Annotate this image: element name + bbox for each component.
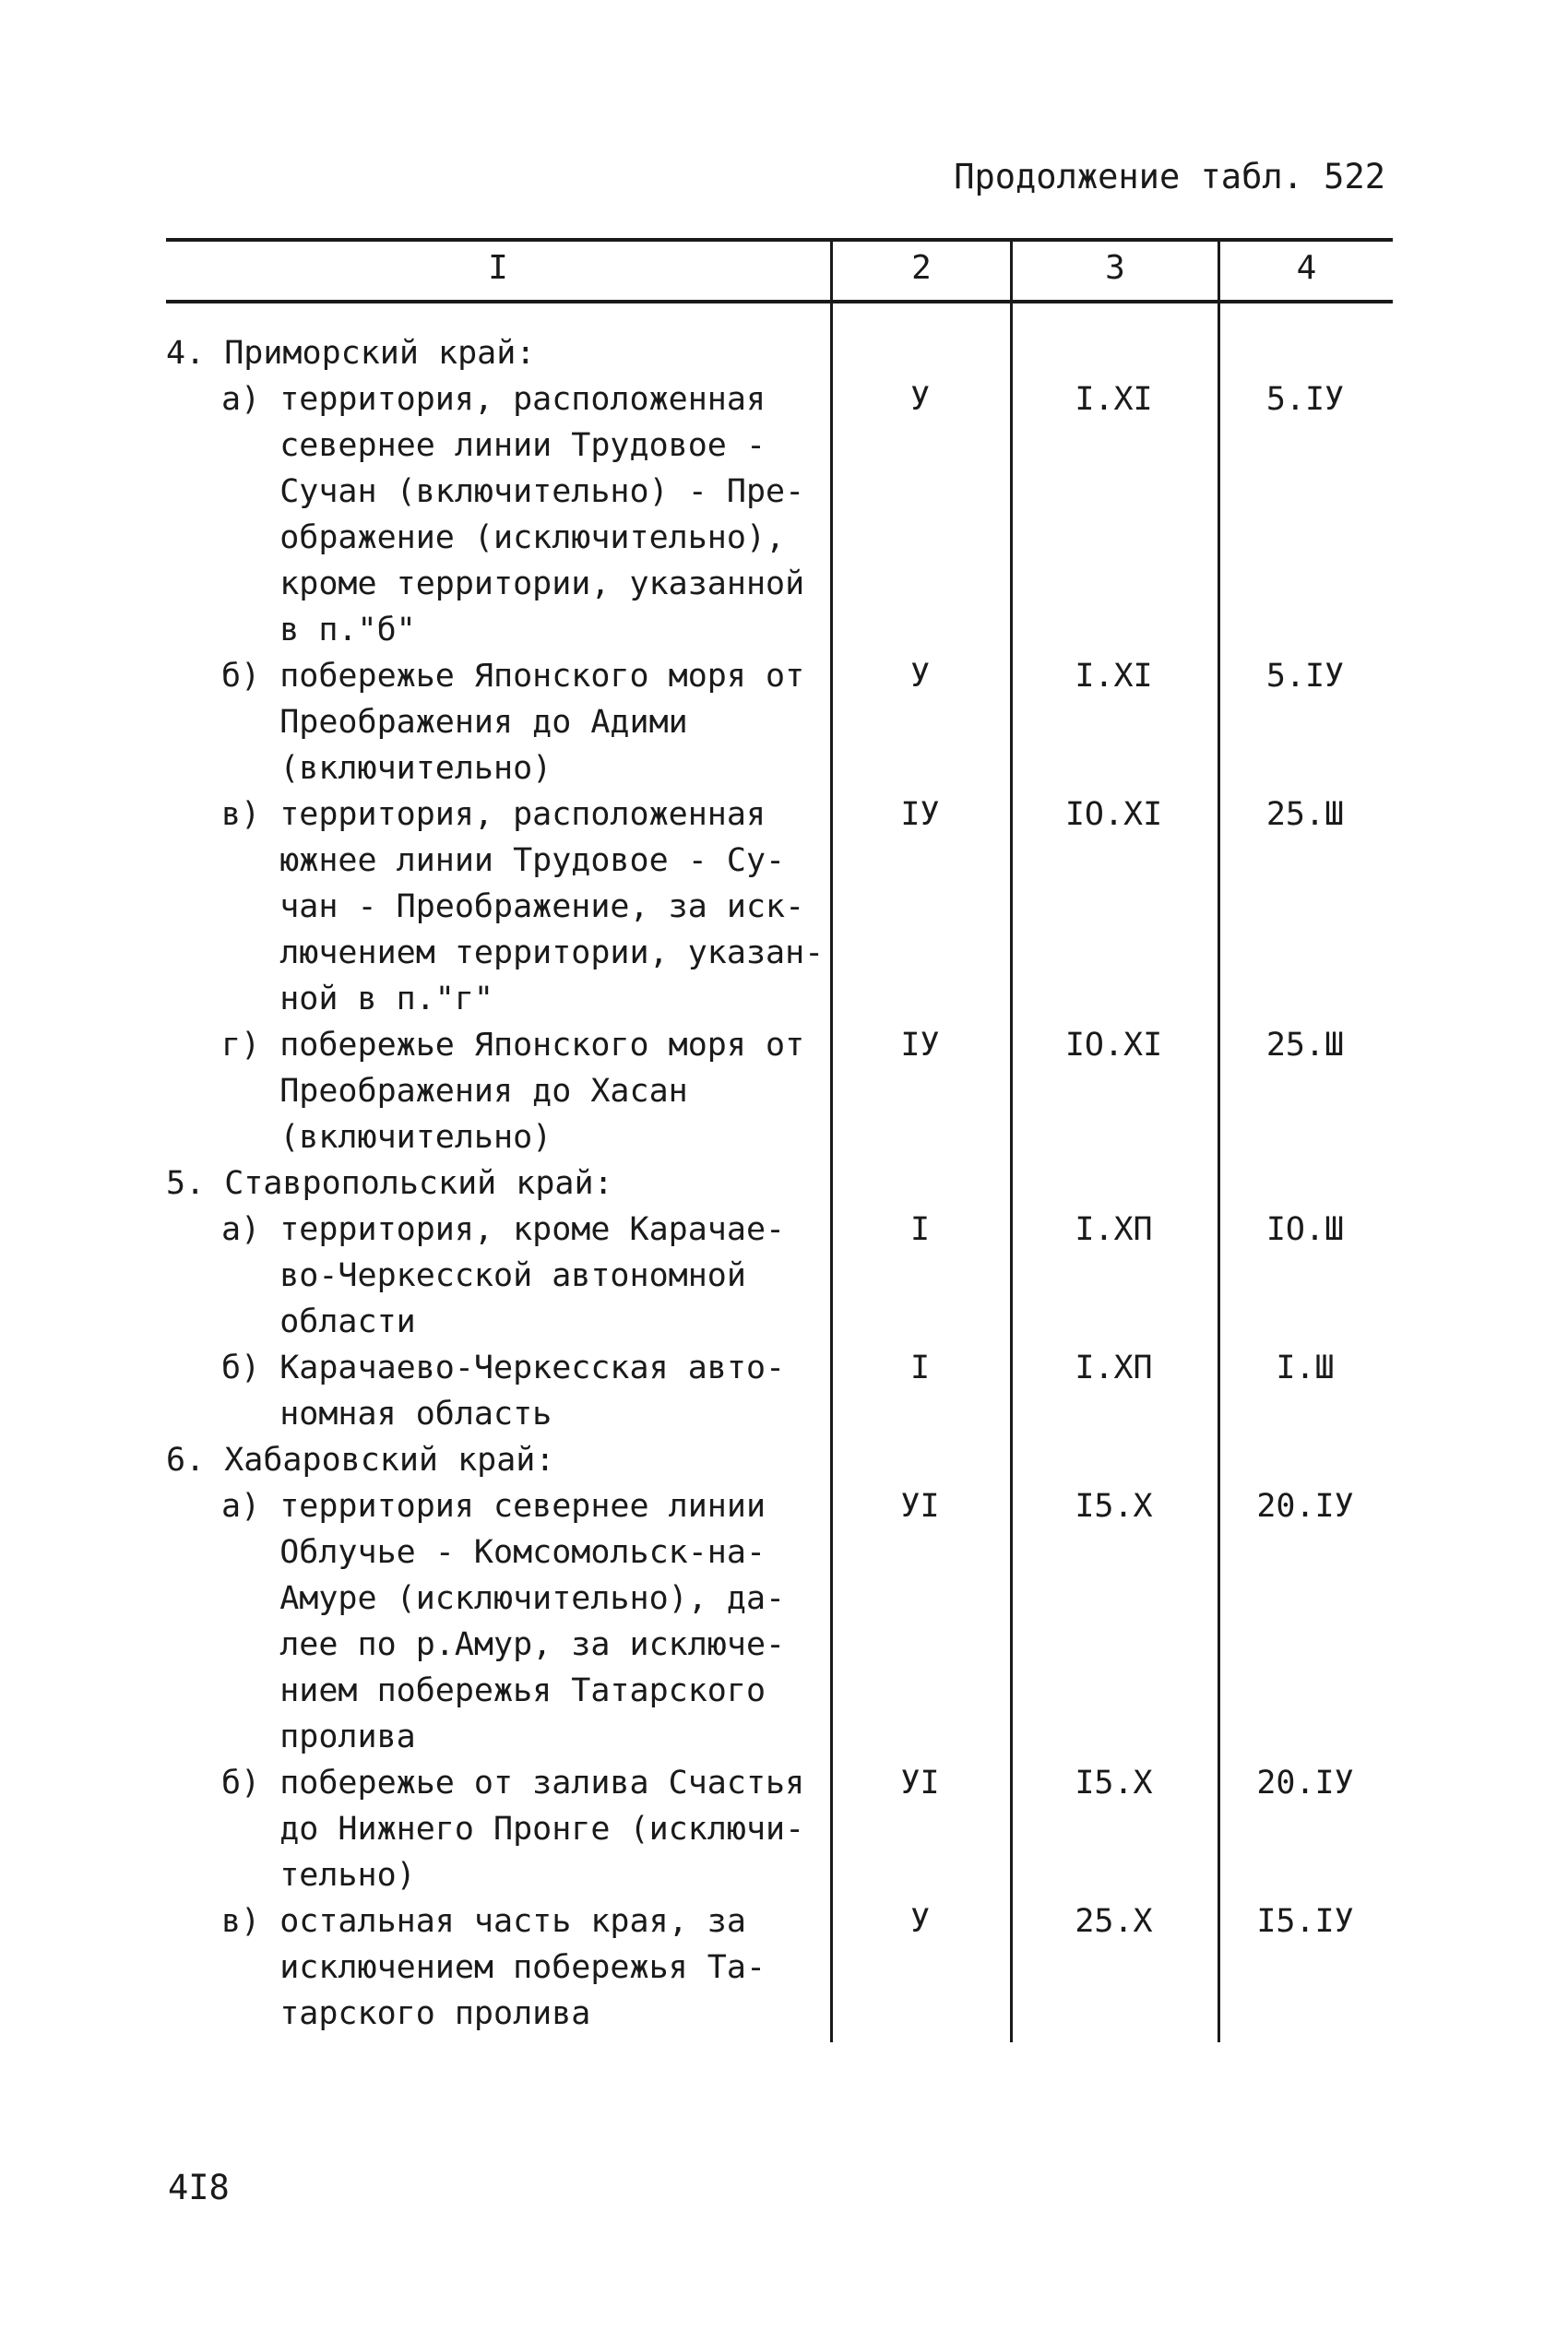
cell-col-4: I5.IУ [1256, 1903, 1354, 1940]
territory-description: б) побережье Японского моря от Преображения до Адими (включительно) [221, 658, 805, 787]
column-header-1: I [488, 249, 508, 287]
cell-col-2: У [909, 658, 931, 695]
territory-description: в) территория, расположенная южнее линии Трудовое - Су- чан - Преображение, за иск- лючением территории, указан- ной в п."г" [221, 796, 825, 1017]
cell-col-4: 5.IУ [1265, 658, 1345, 695]
region-heading: 6. Хабаровский край: [166, 1442, 555, 1479]
cell-col-3: I.XП [1075, 1211, 1153, 1248]
cell-col-4: 20.IУ [1256, 1765, 1354, 1802]
cell-col-3: I5.X [1075, 1488, 1153, 1525]
cell-col-4: 5.IУ [1265, 381, 1345, 418]
cell-col-2: УI [900, 1488, 940, 1525]
cell-col-4 [1218, 330, 1393, 376]
territory-description: а) территория севернее линии Облучье - Комсомольск-на- Амуре (исключительно), да- лее по р.Амур, за исключе- нием побережья Татарского пролива [221, 1488, 786, 1755]
table-row [166, 653, 1393, 791]
region-heading: 5. Ставропольский край: [166, 1165, 613, 1202]
table-header-rule [166, 300, 1393, 303]
territory-description: в) остальная часть края, за исключением побережья Та- тарского пролива [221, 1903, 766, 2032]
cell-col-2: У [909, 1903, 931, 1940]
table-row [166, 1760, 1393, 1898]
cell-col-2 [830, 1160, 1010, 1207]
cell-col-3: I.XI [1075, 381, 1153, 418]
cell-col-4 [1218, 1437, 1393, 1483]
table-row [166, 330, 1393, 376]
cell-col-3: IO.XI [1064, 1027, 1163, 1064]
cell-col-3 [1010, 1437, 1218, 1483]
cell-col-4: 25.Ш [1265, 796, 1345, 833]
cell-col-2: IУ [900, 1027, 940, 1064]
cell-col-3: I.XI [1075, 658, 1153, 695]
territory-description: а) территория, расположенная севернее линии Трудовое - Сучан (включительно) - Пре- ображение (исключительно), кроме территории, указанной в п."б" [221, 381, 805, 648]
table-row [166, 376, 1393, 653]
cell-col-4: 20.IУ [1256, 1488, 1354, 1525]
cell-col-4: I.Ш [1276, 1350, 1335, 1386]
table-top-rule [166, 238, 1393, 242]
table-row [166, 1160, 1393, 1207]
region-heading: 4. Приморский край: [166, 335, 536, 372]
cell-col-2 [830, 1437, 1010, 1483]
column-header-2: 2 [911, 249, 932, 287]
table-row [166, 791, 1393, 1022]
cell-col-2: УI [900, 1765, 940, 1802]
cell-col-4: IO.Ш [1265, 1211, 1345, 1248]
table-row [166, 1483, 1393, 1760]
cell-col-3: I5.X [1075, 1765, 1153, 1802]
territory-description: г) побережье Японского моря от Преображения до Хасан (включительно) [221, 1027, 805, 1156]
cell-col-3 [1010, 1160, 1218, 1207]
cell-col-2 [830, 330, 1010, 376]
cell-col-3: I.XП [1075, 1350, 1153, 1386]
cell-col-4 [1218, 1160, 1393, 1207]
table-row [166, 1898, 1393, 2037]
table-row [166, 1437, 1393, 1483]
cell-col-2: IУ [900, 796, 940, 833]
column-header-4: 4 [1296, 249, 1317, 287]
territory-description: б) Карачаево-Черкесская авто- номная область [221, 1350, 786, 1433]
cell-col-2: I [909, 1350, 931, 1386]
continuation-caption: Продолжение табл. 522 [954, 157, 1385, 196]
cell-col-4: 25.Ш [1265, 1027, 1345, 1064]
territory-description: а) территория, кроме Карачае- во-Черкесской автономной области [221, 1211, 786, 1340]
cell-col-3: 25.X [1075, 1903, 1153, 1940]
cell-col-2: У [909, 381, 931, 418]
table-body [166, 330, 1393, 2037]
cell-col-3: IO.XI [1064, 796, 1163, 833]
table-row [166, 1207, 1393, 1345]
table-row [166, 1022, 1393, 1160]
cell-col-3 [1010, 330, 1218, 376]
table-row [166, 1345, 1393, 1437]
page-number: 4I8 [168, 2168, 230, 2207]
column-header-3: 3 [1105, 249, 1125, 287]
cell-col-2: I [909, 1211, 931, 1248]
territory-description: б) побережье от залива Счастья до Нижнего Пронге (исключи- тельно) [221, 1765, 805, 1894]
